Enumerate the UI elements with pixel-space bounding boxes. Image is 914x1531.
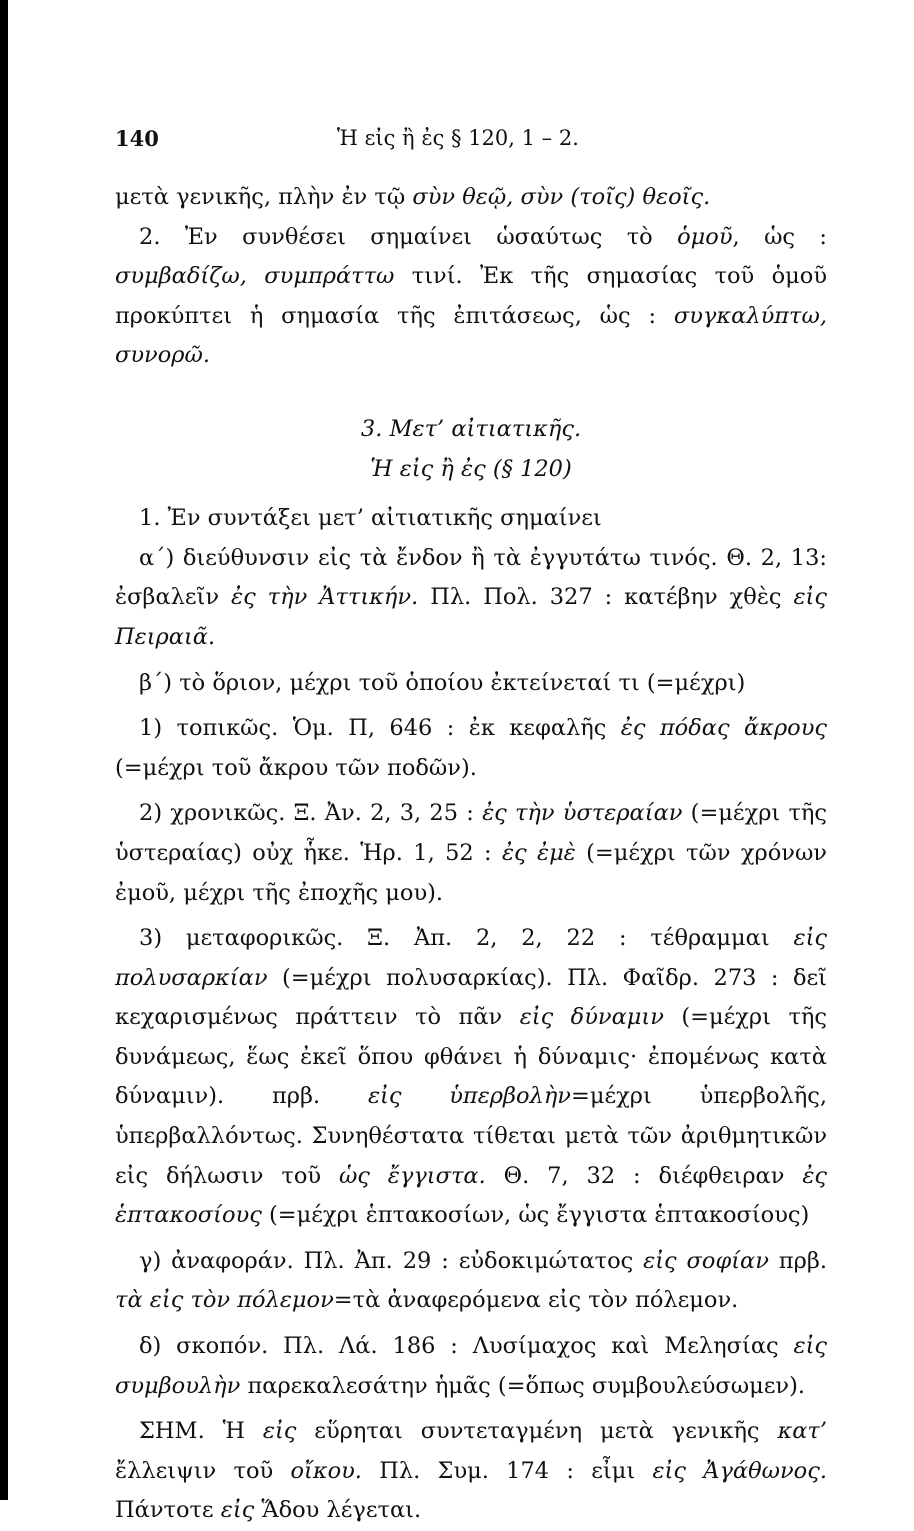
running-title: Ἡ εἰς ἢ ἐς § 120, 1 – 2. — [337, 126, 579, 150]
text-run: (=μέχρι ἑπτακοσίων, ὡς ἔγγιστα ἑπτακοσίους) — [261, 1202, 810, 1229]
text-run: ἐς τὴν ὑστεραίαν — [482, 800, 683, 827]
text-run: α´) διεύθυνσιν εἰς τὰ ἔνδον ἢ τὰ ἐγγυτάτω τινός. Θ. 2, 13: ἐσβαλεῖν — [115, 544, 827, 611]
text-run: (=μέχρι τῆς δυνάμεως, ἕως ἐκεῖ ὅπου φθάνει ἡ δύναμις· ἐπομένως κατὰ δύναμιν). πρβ. — [115, 1004, 827, 1110]
text-run: ἔλλειψιν τοῦ — [115, 1457, 291, 1484]
text-run: ὡς ἔγγιστα. — [338, 1162, 486, 1189]
text-run: (=μέχρι τοῦ ἄκρου τῶν ποδῶν). — [115, 754, 477, 781]
text-run: ἐς τὴν Ἀττικήν. — [231, 584, 419, 611]
text-run: παρεκαλεσάτην ἡμᾶς (=ὅπως συμβουλεύσωμεν). — [240, 1372, 806, 1399]
section-subheading: Ἡ εἰς ἢ ἐς (§ 120) — [370, 455, 572, 482]
text-run: Πλ. Συμ. 174 : εἶμι — [361, 1457, 653, 1484]
text-run: (=μέχρι πολυσαρκίας). Πλ. Φαῖδρ. 273 : δεῖ κεχαρισμένως πράττειν τὸ πᾶν — [115, 964, 827, 1031]
text-run: ΣΗΜ. Ἡ — [139, 1418, 263, 1445]
text-run: 2. Ἐν συνθέσει σημαίνει ὡσαύτως τὸ — [139, 223, 678, 250]
text-run: Πάντοτε — [115, 1497, 221, 1524]
text-run: =μέχρι ὑπερβολῆς, ὑπερβαλλόντως. Συνηθέστατα τίθεται μετὰ τῶν ἀριθμητικῶν εἰς δήλωσιν τοῦ — [115, 1083, 827, 1189]
paragraph-temporal — [115, 794, 827, 913]
paragraph-metaphorical — [115, 919, 827, 1236]
text-run: εἰς πολυσαρκίαν — [115, 925, 827, 991]
scan-edge — [0, 0, 8, 1500]
paragraph-beta: β´) τὸ ὅριον, μέχρι τοῦ ὁποίου ἐκτείνεταί τι (=μέχρι) — [139, 669, 746, 696]
section-heading: 3. Μετ’ αἰτιατικῆς. — [360, 415, 582, 442]
paragraph-note — [115, 1412, 827, 1531]
text-run: 3) μεταφορικῶς. Ξ. Ἀπ. 2, 2, 22 : τέθραμμαι — [139, 925, 794, 952]
text-run: τὰ εἰς τὸν πόλεμον — [115, 1287, 334, 1314]
text-run: μετὰ γενικῆς, πλὴν ἐν τῷ — [115, 184, 413, 210]
text-run: εὕρηται συντεταγμένη μετὰ γενικῆς — [296, 1418, 778, 1445]
text-run: (=μέχρι τῆς ὑστεραίας) οὐχ ἧκε. Ἡρ. 1, 52 : — [115, 800, 827, 866]
text-run: Πλ. Πολ. 327 : κατέβην χθὲς — [418, 584, 794, 611]
text-run: (=μέχρι τῶν χρόνων ἐμοῦ, μέχρι τῆς ἐποχῆς μου). — [115, 839, 827, 906]
text-run: Ἅδου λέγεται. — [254, 1497, 422, 1524]
paragraph-local — [115, 709, 827, 788]
paragraph-composition — [115, 218, 827, 376]
text-run: εἰς Πειραιᾶ. — [115, 584, 827, 650]
text-run: συμβαδίζω, συμπράττω — [115, 263, 395, 290]
text-run: 1) τοπικῶς. Ὁμ. Π, 646 : ἐκ κεφαλῆς — [139, 715, 621, 742]
text-run: εἰς — [262, 1418, 297, 1445]
text-run: πρβ. — [768, 1247, 827, 1274]
body-text — [115, 178, 827, 1531]
page-header — [115, 126, 815, 160]
text-run: δ) σκοπόν. Πλ. Λά. 186 : Λυσίμαχος καὶ Μελησίας — [139, 1333, 794, 1360]
text-run: =τὰ ἀναφερόμενα εἰς τὸν πόλεμον. — [333, 1287, 739, 1314]
paragraph-gamma — [115, 1242, 827, 1321]
text-run: ἐς ἐμὲ — [501, 839, 576, 866]
text-run: σὺν θεῷ, σὺν (τοῖς) θεοῖς. — [412, 184, 711, 210]
text-run: κατ’ — [777, 1418, 828, 1445]
text-run: συγκαλύπτω, συνορῶ. — [115, 302, 827, 369]
text-run: , ὡς : — [732, 223, 827, 250]
text-run: εἰς δύναμιν — [519, 1004, 664, 1031]
page-number: 140 — [115, 126, 159, 151]
text-run: εἰς ὑπερβολὴν — [367, 1083, 571, 1110]
text-run: εἰς σοφίαν — [643, 1247, 769, 1274]
text-run: εἰς συμβουλὴν — [115, 1333, 827, 1399]
text-run: ὁμοῦ — [677, 223, 733, 250]
text-run: ἐς πόδας ἄκρους — [620, 715, 827, 742]
text-run: εἰς — [220, 1497, 255, 1524]
text-run: 2) χρονικῶς. Ξ. Ἀν. 2, 3, 25 : — [139, 800, 483, 827]
paragraph-delta — [115, 1327, 827, 1406]
text-run: Θ. 7, 32 : διέφθειραν — [485, 1162, 803, 1189]
text-run: τινί. Ἐκ τῆς σημασίας τοῦ ὁμοῦ προκύπτει ἡ σημασία τῆς ἐπιτάσεως, ὡς : — [115, 263, 827, 329]
paragraph-syntax: 1. Ἐν συντάξει μετ’ αἰτιατικῆς σημαίνει — [139, 505, 602, 532]
text-run: γ) ἀναφοράν. Πλ. Ἀπ. 29 : εὐδοκιμώτατος — [139, 1247, 644, 1274]
paragraph-continuation — [115, 178, 827, 218]
text-run: εἰς Ἀγάθωνος. — [652, 1457, 827, 1484]
text-run: οἴκου. — [290, 1457, 362, 1484]
text-run: ἐς ἑπτακοσίους — [115, 1162, 828, 1229]
paragraph-alpha — [115, 539, 827, 658]
